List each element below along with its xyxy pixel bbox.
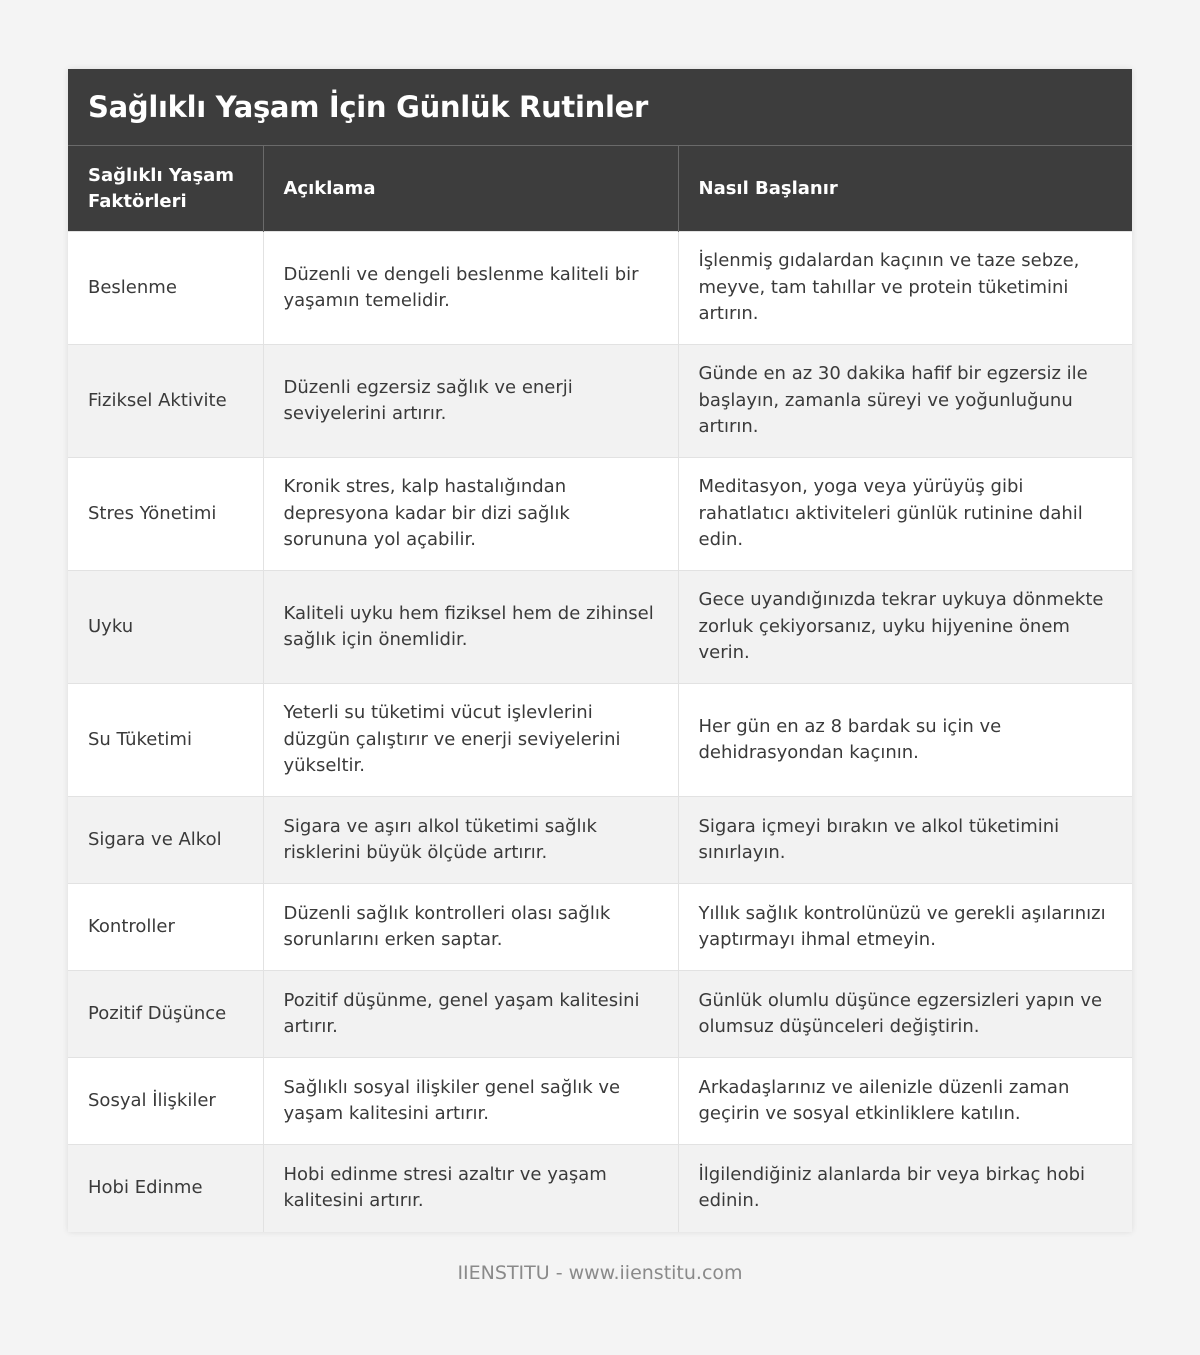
description-cell: Yeterli su tüketimi vücut işlevlerini düzgün çalıştırır ve enerji seviyelerini yükseltir.	[263, 684, 678, 797]
description-cell: Düzenli egzersiz sağlık ve enerji seviyelerini artırır.	[263, 345, 678, 458]
table-title: Sağlıklı Yaşam İçin Günlük Rutinler	[68, 69, 1132, 145]
how-to-start-cell: İlgilendiğiniz alanlarda bir veya birkaç hobi edinin.	[678, 1145, 1132, 1232]
how-to-start-cell: Yıllık sağlık kontrolünüzü ve gerekli aşılarınızı yaptırmayı ihmal etmeyin.	[678, 884, 1132, 971]
table-row	[68, 345, 1132, 458]
description-cell: Kronik stres, kalp hastalığından depresyona kadar bir dizi sağlık sorununa yol açabilir.	[263, 458, 678, 571]
description-cell: Sigara ve aşırı alkol tüketimi sağlık risklerini büyük ölçüde artırır.	[263, 797, 678, 884]
description-cell: Sağlıklı sosyal ilişkiler genel sağlık ve yaşam kalitesini artırır.	[263, 1058, 678, 1145]
description-cell: Hobi edinme stresi azaltır ve yaşam kalitesini artırır.	[263, 1145, 678, 1232]
how-to-start-cell: Arkadaşlarınız ve ailenizle düzenli zaman geçirin ve sosyal etkinliklere katılın.	[678, 1058, 1132, 1145]
table-row	[68, 232, 1132, 345]
factor-cell: Stres Yönetimi	[68, 458, 263, 571]
how-to-start-cell: Her gün en az 8 bardak su için ve dehidrasyondan kaçının.	[678, 684, 1132, 797]
factor-cell: Pozitif Düşünce	[68, 971, 263, 1058]
table-row	[68, 884, 1132, 971]
table-row	[68, 684, 1132, 797]
factor-cell: Sosyal İlişkiler	[68, 1058, 263, 1145]
factor-cell: Kontroller	[68, 884, 263, 971]
routines-table-card	[68, 69, 1132, 1232]
how-to-start-cell: İşlenmiş gıdalardan kaçının ve taze sebze, meyve, tam tahıllar ve protein tüketimini artırın.	[678, 232, 1132, 345]
table-header-row	[68, 146, 1132, 232]
factor-cell: Uyku	[68, 571, 263, 684]
description-cell: Kaliteli uyku hem fiziksel hem de zihinsel sağlık için önemlidir.	[263, 571, 678, 684]
table-row	[68, 571, 1132, 684]
table-row	[68, 971, 1132, 1058]
description-cell: Pozitif düşünme, genel yaşam kalitesini artırır.	[263, 971, 678, 1058]
column-header-factors: Sağlıklı Yaşam Faktörleri	[68, 146, 263, 232]
how-to-start-cell: Gece uyandığınızda tekrar uykuya dönmekte zorluk çekiyorsanız, uyku hijyenine önem verin.	[678, 571, 1132, 684]
table-row	[68, 1145, 1132, 1232]
how-to-start-cell: Günde en az 30 dakika hafif bir egzersiz ile başlayın, zamanla süreyi ve yoğunluğunu artırın.	[678, 345, 1132, 458]
factor-cell: Sigara ve Alkol	[68, 797, 263, 884]
how-to-start-cell: Meditasyon, yoga veya yürüyüş gibi rahatlatıcı aktiviteleri günlük rutinine dahil edin.	[678, 458, 1132, 571]
factor-cell: Su Tüketimi	[68, 684, 263, 797]
column-header-description: Açıklama	[263, 146, 678, 232]
how-to-start-cell: Sigara içmeyi bırakın ve alkol tüketimini sınırlayın.	[678, 797, 1132, 884]
factor-cell: Fiziksel Aktivite	[68, 345, 263, 458]
footer-credit: IIENSTITU - www.iienstitu.com	[457, 1262, 743, 1284]
factor-cell: Hobi Edinme	[68, 1145, 263, 1232]
description-cell: Düzenli ve dengeli beslenme kaliteli bir yaşamın temelidir.	[263, 232, 678, 345]
description-cell: Düzenli sağlık kontrolleri olası sağlık sorunlarını erken saptar.	[263, 884, 678, 971]
column-header-how-to-start: Nasıl Başlanır	[678, 146, 1132, 232]
routines-table	[68, 145, 1132, 1232]
how-to-start-cell: Günlük olumlu düşünce egzersizleri yapın ve olumsuz düşünceleri değiştirin.	[678, 971, 1132, 1058]
table-row	[68, 458, 1132, 571]
factor-cell: Beslenme	[68, 232, 263, 345]
table-row	[68, 797, 1132, 884]
table-row	[68, 1058, 1132, 1145]
